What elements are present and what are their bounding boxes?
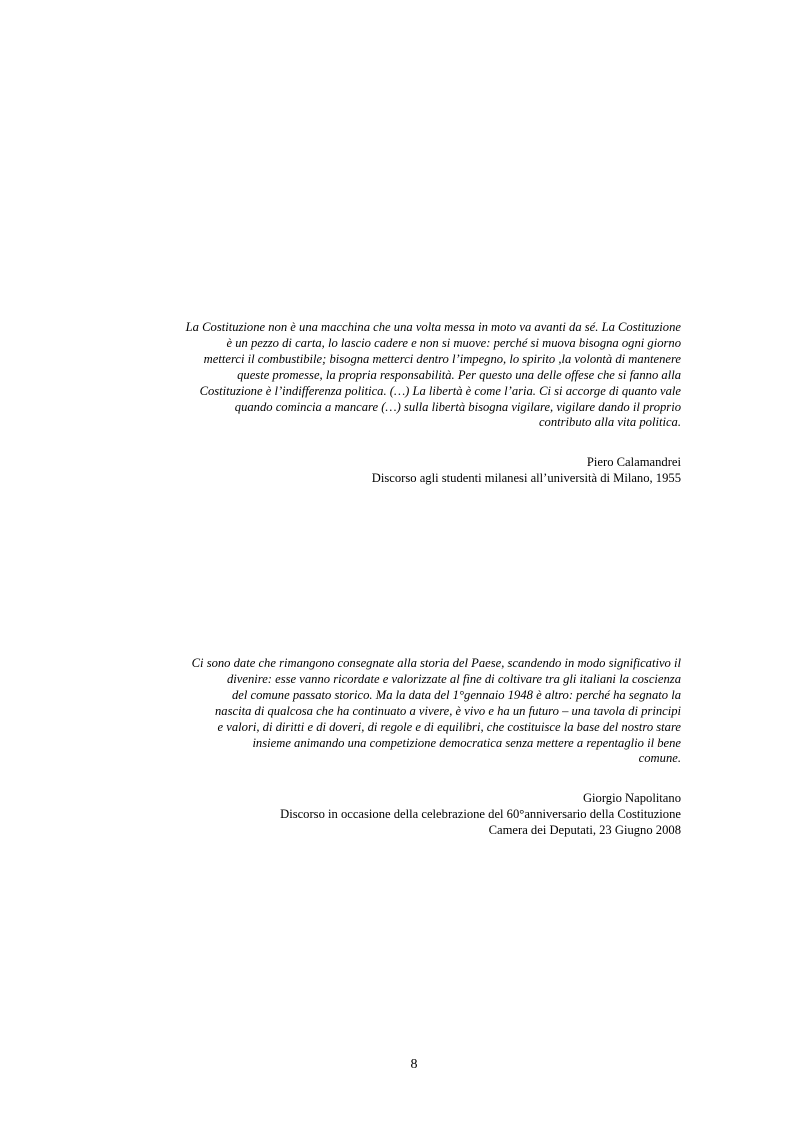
quote-line: La Costituzione non è una macchina che una volta messa in moto va avanti da sé. La Costituzione — [185, 320, 681, 334]
source-line: Camera dei Deputati, 23 Giugno 2008 — [488, 823, 681, 837]
quote-line: contributo alla vita politica. — [538, 415, 681, 430]
source-line: Discorso agli studenti milanesi all’università di Milano, 1955 — [371, 471, 681, 485]
quote-line: Costituzione è l’indifferenza politica. (…) La libertà è come l’aria. Ci si accorge di quanto vale — [199, 383, 681, 398]
calamandrei-quote — [150, 320, 681, 431]
calamandrei-attribution — [150, 454, 681, 486]
quote-line: Ci sono date che rimangono consegnate alla storia del Paese, scandendo in modo significativo il — [191, 656, 681, 670]
quote-line: insieme animando una competizione democratica senza mettere a repentaglio il bene — [252, 735, 681, 750]
napolitano-attribution — [150, 790, 681, 838]
author-name: Giorgio Napolitano — [582, 791, 681, 805]
source-line: Discorso in occasione della celebrazione del 60°anniversario della Costituzione — [280, 807, 681, 821]
quote-line: divenire: esse vanno ricordate e valorizzate al fine di coltivare tra gli italiani la coscienza — [227, 671, 681, 686]
quote-line: del comune passato storico. Ma la data del 1°gennaio 1948 è altro: perché ha segnato la — [231, 687, 681, 702]
quote-line: comune. — [638, 751, 681, 766]
quote-line: queste promesse, la propria responsabilità. Per questo una delle offese che si fanno alla — [237, 367, 681, 382]
author-name: Piero Calamandrei — [586, 455, 681, 469]
quote-line: nascita di qualcosa che ha continuato a vivere, è vivo e ha un futuro – una tavola di principi — [215, 703, 681, 718]
quote-line: è un pezzo di carta, lo lascio cadere e non si muove: perché si muova bisogna ogni giorno — [226, 335, 681, 350]
napolitano-quote — [150, 656, 681, 767]
quote-line: e valori, di diritti e di doveri, di regole e di equilibri, che costituisce la base del nostro stare — [217, 719, 681, 734]
quote-line: metterci il combustibile; bisogna metterci dentro l’impegno, lo spirito ,la volontà di mantenere — [203, 351, 681, 366]
quote-line: quando comincia a mancare (…) sulla libertà bisogna vigilare, vigilare dando il proprio — [234, 399, 681, 414]
page-number: 8 — [410, 1057, 418, 1072]
